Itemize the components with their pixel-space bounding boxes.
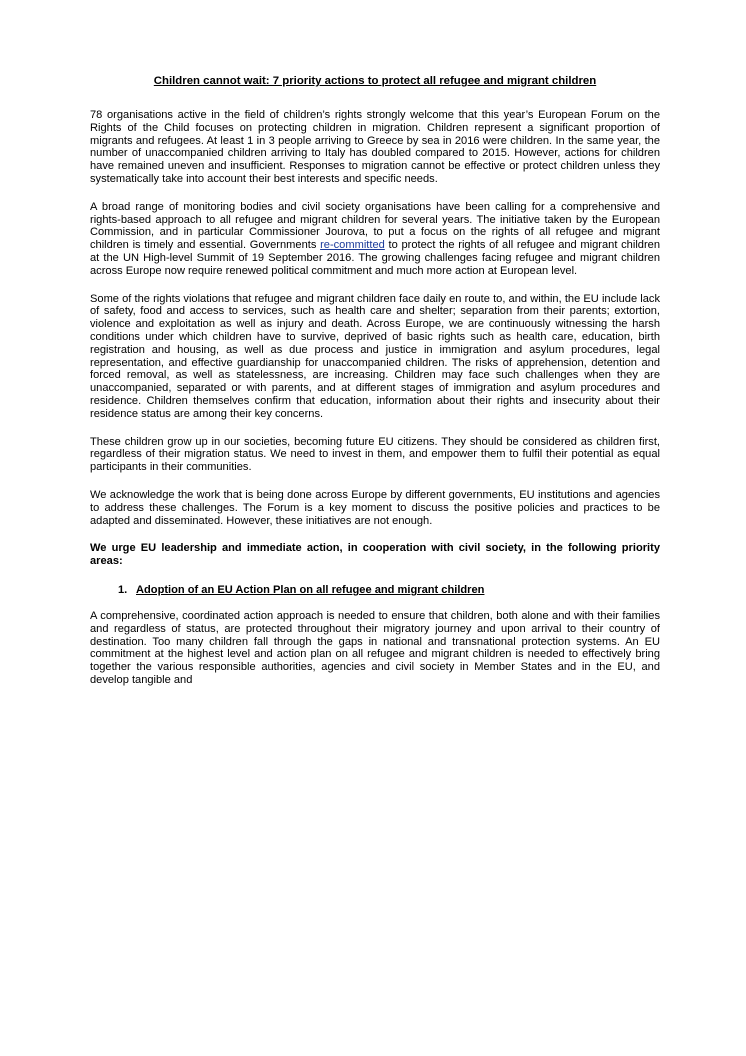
paragraph-intro: 78 organisations active in the field of children’s rights strongly welcome that this year’s European Forum on the Rights of the Child focuses on protecting children in migration. Children represent a significant proportion of migrants and refugees. At least 1 in 3 people arriving to Greece by sea in 2016 were children. In the same year, the number of unaccompanied children arriving to Italy has doubled compared to 2015. However, actions for children have remained uneven and insufficient. Responses to migration cannot be effective or protect children unless they systematically take into account their best interests and specific needs. [90,109,660,185]
paragraph-approach-text-after: to protect the rights of all refugee and migrant children at the UN High-level Summit of 19 September 2016. The growing challenges facing refugee and migrant children across Europe now require renewed political commitment and much more action at European level. [90,239,660,277]
re-committed-link[interactable]: re-committed [320,239,385,252]
section-1-text: A comprehensive, coordinated action approach is needed to ensure that children, both alone and with their families and regardless of status, are protected throughout their migratory journey and upon arrival to their country of destination. Too many children fall through the gaps in national and transnational protection systems. An EU commitment at the highest level and action plan on all refugee and migrant children is needed to effectively bring together the various responsible authorities, agencies and civil society in Member States and in the EU, and develop tangible and [90,609,660,686]
section-1-heading [90,583,660,597]
paragraph-approach [90,201,660,278]
paragraph-future-citizens: These children grow up in our societies, becoming future EU citizens. They should be considered as children first, regardless of their migration status. We need to invest in them, and empower them to fulfil their potential as equal participants in their communities. [90,435,660,474]
paragraph-acknowledgement: We acknowledge the work that is being done across Europe by different governments, EU institutions and agencies to address these challenges. The Forum is a key moment to discuss the positive policies and practices to be adapted and disseminated. However, these initiatives are not enough. [90,488,660,527]
section-1-number: 1. [118,583,128,596]
document-page [90,74,660,702]
document-title: Children cannot wait: 7 priority actions to protect all refugee and migrant children [153,75,597,87]
paragraph-approach-text-before: A broad range of monitoring bodies and civil society organisations have been calling for a comprehensive and rights-based approach to all refugee and migrant children for several years. The initiative taken by the European Commission, and in particular Commissioner Jourova, to put a focus on the rights of all refugee and migrant children is timely and essential. Governments [90,200,660,252]
paragraph-rights-violations: Some of the rights violations that refugee and migrant children face daily en route to, and within, the EU include lack of safety, food and access to services, such as health care and shelter; separation from their parents; extortion, violence and exploitation as well as injury and death. Across Europe, we are continuously witnessing the harsh conditions under which children have to survive, deprived of basic rights such as health care, education, birth registration and housing, as well as due process and justice in immigration and asylum procedures, legal representation, and effective guardianship for unaccompanied children. The risks of apprehension, detention and forced removal, as well as statelessness, are increasing. Children may face such challenges when they are unaccompanied, separated or with parents, and at different stages of immigration and asylum procedures and residence. Children themselves confirm that education, information about their rights and insecurity about their residence status are among their key concerns. [90,292,660,420]
section-1-title: Adoption of an EU Action Plan on all refugee and migrant children [136,583,485,596]
priority-areas-lead: We urge EU leadership and immediate action, in cooperation with civil society, in the following priority areas: [90,542,660,568]
